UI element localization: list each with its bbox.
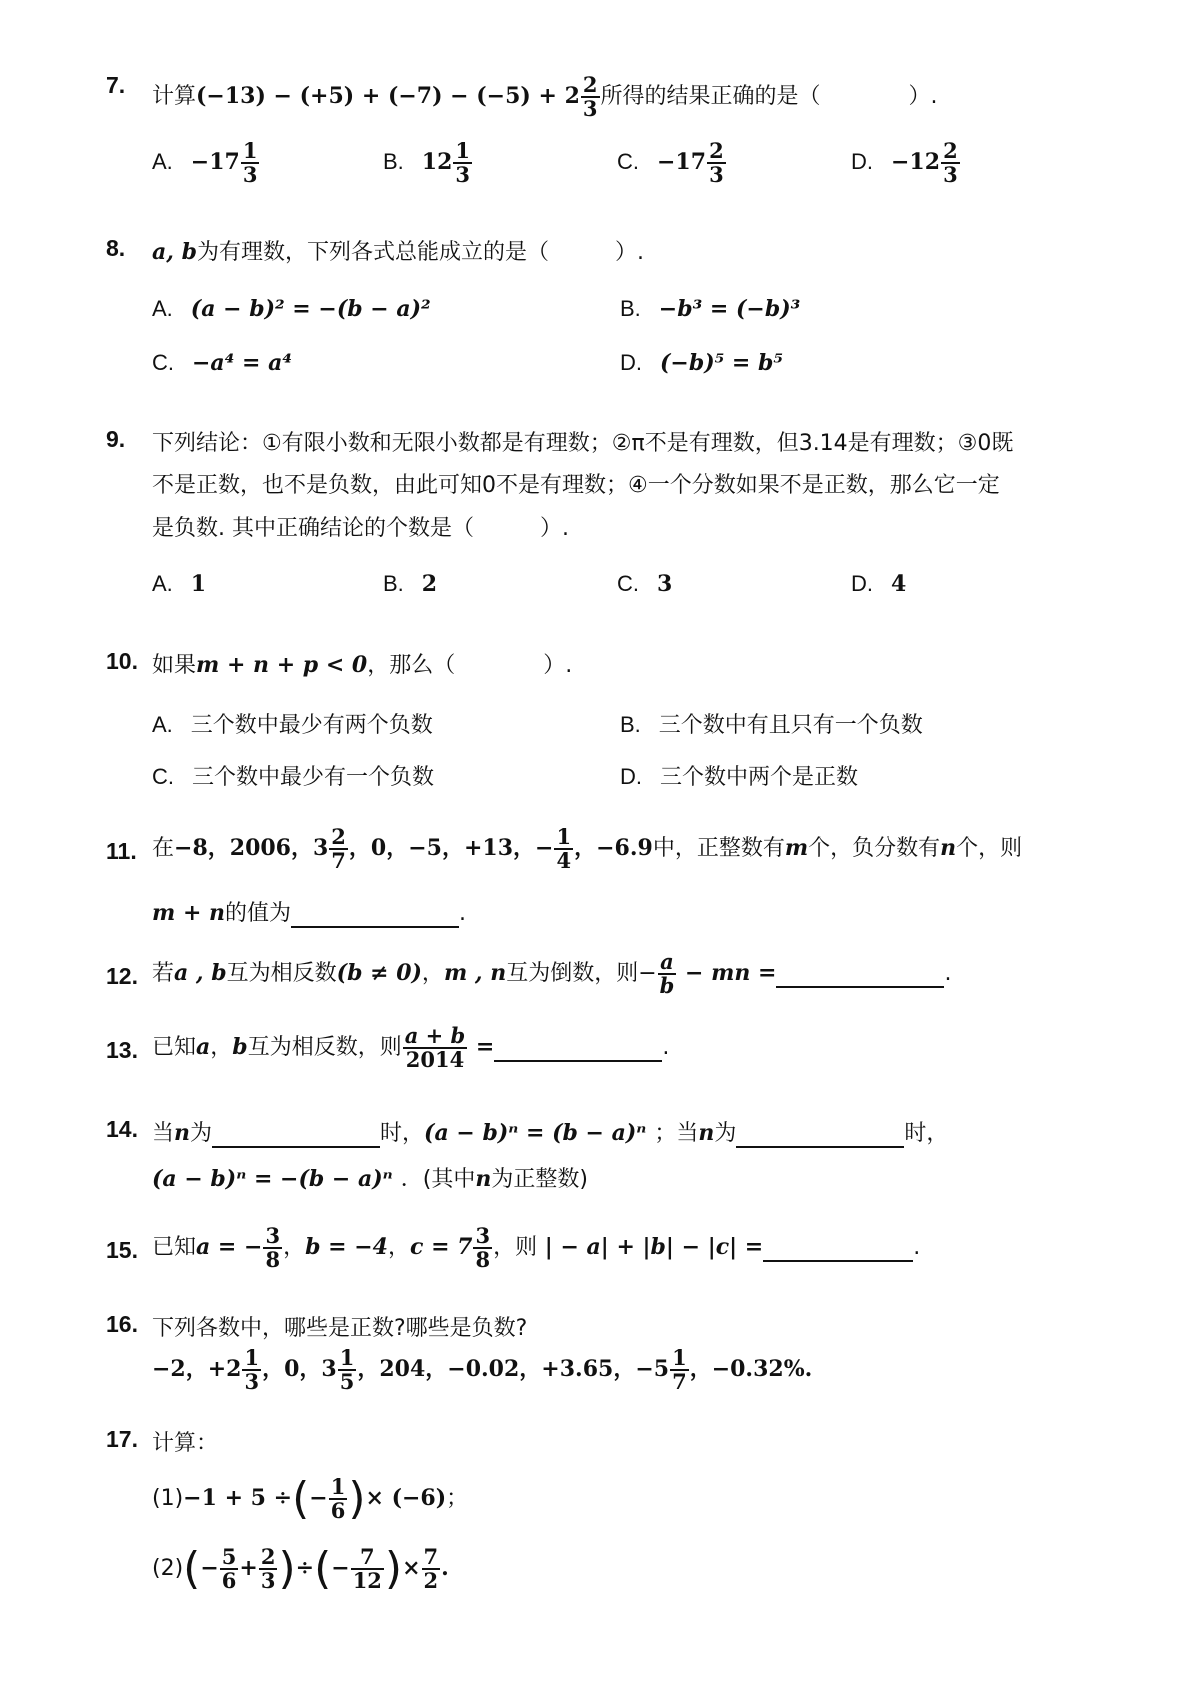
question-number-9: 9. bbox=[106, 426, 126, 452]
fraction bbox=[473, 1225, 492, 1271]
stem-text: ； bbox=[446, 1486, 469, 1512]
stem-text: 为正整数) bbox=[491, 1167, 588, 1192]
denominator: 3 bbox=[244, 1369, 260, 1395]
numerator: 2 bbox=[709, 138, 724, 163]
stem-text: 已知 bbox=[152, 1235, 197, 1261]
question-9-line-2: 不是正数，也不是负数，由此可知0不是有理数；④一个分数如果不是正数，那么它一定 bbox=[152, 473, 1000, 498]
variable-a: a bbox=[196, 1034, 211, 1061]
question-15-stem bbox=[152, 1225, 920, 1271]
number-list: −8，2006，3 bbox=[174, 835, 329, 862]
stem-text: . bbox=[441, 1555, 449, 1582]
option-text: 2 bbox=[421, 571, 438, 597]
stem-text: ， bbox=[421, 961, 444, 987]
option-text: (−b)⁵ = b⁵ bbox=[660, 350, 784, 376]
stem-text: . bbox=[944, 961, 952, 987]
expression: m + n + p < 0 bbox=[196, 652, 368, 678]
stem-text: 为有理数，下列各式总能成立的是（ ）. bbox=[196, 240, 644, 265]
denominator: 3 bbox=[582, 96, 598, 122]
answer-blank-2[interactable] bbox=[736, 1121, 904, 1148]
minus-sign: − bbox=[309, 1485, 328, 1512]
question-number-16: 16. bbox=[106, 1311, 138, 1337]
denominator: 3 bbox=[943, 162, 958, 188]
denominator: 5 bbox=[339, 1369, 355, 1395]
numerator: 3 bbox=[475, 1223, 491, 1248]
expression: (a − b)ⁿ = (b − a)ⁿ bbox=[424, 1120, 647, 1146]
expression: (a − b)ⁿ = −(b − a)ⁿ bbox=[152, 1166, 393, 1192]
option-label: C. bbox=[617, 571, 639, 596]
option-label: D. bbox=[620, 764, 642, 789]
number-list: ，0，3 bbox=[262, 1356, 337, 1383]
q7-option-d[interactable] bbox=[851, 140, 961, 186]
answer-blank[interactable] bbox=[776, 961, 944, 988]
q9-option-b[interactable] bbox=[383, 571, 437, 597]
variables: m , n bbox=[443, 960, 507, 987]
numerator: 5 bbox=[221, 1544, 237, 1569]
option-text: 三个数中最少有一个负数 bbox=[192, 765, 435, 790]
fraction bbox=[658, 951, 677, 997]
fraction bbox=[422, 1546, 441, 1592]
variable-n: n bbox=[698, 1120, 715, 1146]
q7-option-a[interactable] bbox=[152, 140, 260, 186]
option-text: 三个数中有且只有一个负数 bbox=[658, 713, 923, 738]
answer-blank-1[interactable] bbox=[212, 1121, 380, 1148]
q8-option-d[interactable] bbox=[620, 350, 783, 376]
option-label: A. bbox=[152, 712, 173, 737]
option-label: C. bbox=[617, 149, 639, 175]
paren-close: ) bbox=[384, 1543, 403, 1595]
denominator: 6 bbox=[221, 1568, 237, 1594]
fraction bbox=[670, 1347, 689, 1393]
minus-sign: − bbox=[331, 1555, 350, 1582]
option-label: A. bbox=[152, 149, 173, 175]
stem-text: 的值为 bbox=[225, 901, 292, 926]
number-list: −2，+2 bbox=[152, 1356, 242, 1383]
stem-text: 个，则 bbox=[956, 836, 1023, 862]
stem-text: ，则 bbox=[493, 1235, 538, 1261]
stem-text: 个，负分数有 bbox=[808, 836, 941, 862]
denominator: 4 bbox=[556, 848, 572, 874]
denominator: 2014 bbox=[405, 1047, 465, 1073]
q10-option-a[interactable] bbox=[152, 708, 433, 739]
numerator: a bbox=[658, 951, 677, 975]
option-label: A. bbox=[152, 571, 173, 596]
question-12-stem bbox=[152, 951, 951, 997]
fraction bbox=[242, 1347, 261, 1393]
stem-text: 互为相反数，则 bbox=[247, 1035, 402, 1061]
numerator: 1 bbox=[556, 824, 572, 849]
option-whole: −17 bbox=[657, 149, 707, 176]
variable-m: m bbox=[784, 835, 809, 862]
numerator: 2 bbox=[943, 138, 958, 163]
numerator: 1 bbox=[455, 138, 471, 163]
numerator: 3 bbox=[265, 1223, 281, 1248]
fraction bbox=[338, 1347, 357, 1393]
question-number-11: 11. bbox=[106, 838, 137, 864]
option-label: B. bbox=[620, 296, 641, 321]
stem-text: 时， bbox=[904, 1121, 949, 1146]
equals: = bbox=[468, 1034, 495, 1061]
numerator: 1 bbox=[244, 1345, 260, 1370]
answer-blank[interactable] bbox=[763, 1235, 913, 1262]
answer-blank[interactable] bbox=[291, 901, 459, 928]
stem-text: 已知 bbox=[152, 1035, 197, 1061]
times-sign: × bbox=[402, 1555, 421, 1582]
denominator: 3 bbox=[455, 162, 471, 188]
option-label: B. bbox=[383, 149, 404, 175]
condition: (b ≠ 0) bbox=[336, 960, 422, 987]
variable-b: b bbox=[232, 1034, 248, 1061]
question-number-15: 15. bbox=[106, 1237, 138, 1263]
question-11-line-1 bbox=[152, 826, 1022, 872]
option-whole: 12 bbox=[421, 149, 453, 176]
option-label: D. bbox=[620, 350, 642, 375]
question-11-line-2 bbox=[152, 896, 466, 928]
plus-sign: + bbox=[239, 1555, 258, 1582]
denominator: 12 bbox=[352, 1568, 382, 1594]
expression: m + n bbox=[152, 900, 226, 926]
stem-text: 所得的结果正确的是（ ）. bbox=[600, 84, 938, 110]
fraction bbox=[329, 826, 348, 872]
option-text: 4 bbox=[891, 571, 907, 597]
numerator: 1 bbox=[242, 138, 258, 163]
expression: c = 7 bbox=[410, 1234, 473, 1261]
stem-text: 互为倒数，则− bbox=[506, 961, 657, 987]
q10-option-d[interactable] bbox=[620, 760, 858, 791]
question-8-stem bbox=[152, 235, 644, 266]
question-number-10: 10. bbox=[106, 648, 138, 674]
variable-n: n bbox=[940, 835, 957, 862]
answer-blank[interactable] bbox=[494, 1035, 662, 1062]
option-text: 三个数中最少有两个负数 bbox=[190, 713, 433, 738]
stem-text: . bbox=[459, 901, 467, 926]
fraction bbox=[453, 140, 472, 186]
option-label: D. bbox=[851, 571, 873, 596]
q8-option-c[interactable] bbox=[152, 350, 292, 376]
numerator: 2 bbox=[582, 72, 598, 97]
minus-sign: − bbox=[200, 1555, 219, 1582]
expression: a = − bbox=[196, 1234, 263, 1261]
question-17-part-2 bbox=[152, 1543, 449, 1595]
option-text: 3 bbox=[657, 571, 673, 597]
numerator: 7 bbox=[423, 1544, 439, 1569]
denominator: 3 bbox=[242, 162, 258, 188]
fraction bbox=[554, 826, 573, 872]
fraction bbox=[259, 1546, 278, 1592]
paren-open: ( bbox=[314, 1543, 332, 1595]
stem-text: 当 bbox=[152, 1121, 175, 1146]
part-label: (1) bbox=[152, 1486, 184, 1512]
question-7-stem bbox=[152, 74, 938, 120]
option-whole: −12 bbox=[891, 149, 941, 176]
fraction bbox=[351, 1546, 384, 1592]
option-label: C. bbox=[152, 350, 174, 375]
q9-option-c[interactable] bbox=[617, 571, 672, 597]
expression: (−13) − (+5) + (−7) − (−5) + 2 bbox=[196, 83, 580, 110]
question-number-7: 7. bbox=[106, 72, 126, 98]
numerator: 1 bbox=[330, 1474, 346, 1499]
stem-text: 中，正整数有 bbox=[652, 836, 785, 862]
expression: b = −4 bbox=[305, 1234, 388, 1261]
option-text: −a⁴ = a⁴ bbox=[192, 350, 292, 376]
question-9-line-1: 下列结论：①有限小数和无限小数都是有理数；②π不是有理数，但3.14是有理数；③0既 bbox=[152, 431, 1014, 456]
fraction bbox=[941, 140, 960, 186]
stem-text: 为 bbox=[714, 1121, 737, 1146]
stem-text: 计算 bbox=[152, 84, 197, 110]
variable-n: n bbox=[174, 1120, 191, 1146]
paren-close: ) bbox=[348, 1473, 366, 1525]
option-label: C. bbox=[152, 764, 174, 789]
option-label: A. bbox=[152, 296, 173, 321]
stem-text: ．(其中 bbox=[400, 1167, 476, 1192]
fraction bbox=[581, 74, 600, 120]
denominator: 7 bbox=[331, 848, 346, 874]
denominator: 8 bbox=[475, 1247, 491, 1273]
numerator: 2 bbox=[260, 1544, 276, 1569]
option-text: −b³ = (−b)³ bbox=[658, 296, 801, 322]
question-14-line-2 bbox=[152, 1162, 588, 1193]
option-text: (a − b)² = −(b − a)² bbox=[190, 296, 431, 322]
denominator: 3 bbox=[709, 162, 724, 188]
question-17-part-1 bbox=[152, 1473, 469, 1525]
stem-text: 如果 bbox=[152, 653, 197, 678]
question-13-stem bbox=[152, 1025, 669, 1071]
q10-option-b[interactable] bbox=[620, 708, 923, 739]
expression: | − a| + |b| − |c| = bbox=[537, 1234, 764, 1261]
question-16-numbers bbox=[152, 1347, 812, 1393]
stem-text: 在 bbox=[152, 836, 175, 862]
stem-text: ，那么（ ）. bbox=[367, 653, 573, 678]
denominator: 7 bbox=[672, 1369, 687, 1395]
fraction bbox=[707, 140, 726, 186]
expression: × (−6) bbox=[365, 1485, 447, 1512]
stem-text: 若 bbox=[152, 961, 175, 987]
q7-option-c[interactable] bbox=[617, 140, 727, 186]
variables: a, b bbox=[152, 239, 197, 265]
number-list: ，−0.32%. bbox=[689, 1356, 813, 1383]
q9-option-a[interactable] bbox=[152, 571, 206, 597]
question-number-14: 14. bbox=[106, 1116, 138, 1142]
number-list: ，0，−5，+13，− bbox=[348, 835, 554, 862]
option-text: 1 bbox=[190, 571, 207, 597]
question-9-line-3: 是负数. 其中正确结论的个数是（ ）. bbox=[152, 516, 569, 541]
option-whole: −17 bbox=[190, 149, 240, 176]
numerator: 2 bbox=[331, 824, 346, 849]
denominator: 8 bbox=[265, 1247, 281, 1273]
fraction bbox=[220, 1546, 239, 1592]
question-16-stem: 下列各数中，哪些是正数?哪些是负数? bbox=[152, 1316, 528, 1341]
question-14-line-1 bbox=[152, 1116, 948, 1148]
stem-text: . bbox=[913, 1235, 921, 1261]
stem-text: . bbox=[662, 1035, 670, 1061]
q9-option-d[interactable] bbox=[851, 571, 906, 597]
stem-text: ；当 bbox=[654, 1121, 699, 1146]
denominator: 2 bbox=[423, 1568, 439, 1594]
question-number-17: 17. bbox=[106, 1426, 138, 1452]
question-10-stem bbox=[152, 648, 572, 679]
number-list: ，204，−0.02，+3.65，−5 bbox=[357, 1356, 670, 1383]
q8-option-b[interactable] bbox=[620, 296, 800, 322]
fraction bbox=[263, 1225, 282, 1271]
variable-n: n bbox=[475, 1166, 492, 1192]
stem-text: 互为相反数 bbox=[226, 961, 337, 987]
stem-text: ， bbox=[283, 1235, 306, 1261]
stem-text: 为 bbox=[190, 1121, 213, 1146]
q10-option-c[interactable] bbox=[152, 760, 434, 791]
paren-open: ( bbox=[183, 1543, 201, 1595]
denominator: 6 bbox=[330, 1498, 346, 1524]
expression: −1 + 5 ÷ bbox=[183, 1485, 293, 1512]
expression: − mn = bbox=[677, 960, 777, 987]
numerator: 1 bbox=[339, 1345, 355, 1370]
paren-close: ) bbox=[278, 1543, 296, 1595]
stem-text: 时， bbox=[380, 1121, 425, 1146]
denominator: 3 bbox=[260, 1568, 276, 1594]
numerator: 1 bbox=[672, 1345, 687, 1370]
numerator: a + b bbox=[404, 1023, 466, 1048]
q7-option-b[interactable] bbox=[383, 140, 473, 186]
fraction bbox=[329, 1476, 348, 1522]
divide-sign: ÷ bbox=[295, 1555, 315, 1582]
variables: a , b bbox=[174, 960, 227, 987]
paren-open: ( bbox=[292, 1473, 310, 1525]
stem-text: ， bbox=[210, 1035, 233, 1061]
fraction bbox=[403, 1025, 468, 1071]
option-text: 三个数中两个是正数 bbox=[660, 765, 859, 790]
option-label: D. bbox=[851, 149, 873, 175]
fraction bbox=[241, 140, 260, 186]
number-list: ，−6.9 bbox=[574, 835, 653, 862]
numerator: 7 bbox=[351, 1546, 384, 1570]
question-number-13: 13. bbox=[106, 1037, 138, 1063]
question-number-8: 8. bbox=[106, 235, 126, 261]
part-label: (2) bbox=[152, 1556, 184, 1582]
question-number-12: 12. bbox=[106, 963, 138, 989]
option-label: B. bbox=[383, 571, 404, 596]
question-17-stem: 计算： bbox=[152, 1431, 219, 1456]
denominator: b bbox=[659, 973, 675, 999]
option-label: B. bbox=[620, 712, 641, 737]
stem-text: ， bbox=[388, 1235, 411, 1261]
q8-option-a[interactable] bbox=[152, 296, 431, 322]
